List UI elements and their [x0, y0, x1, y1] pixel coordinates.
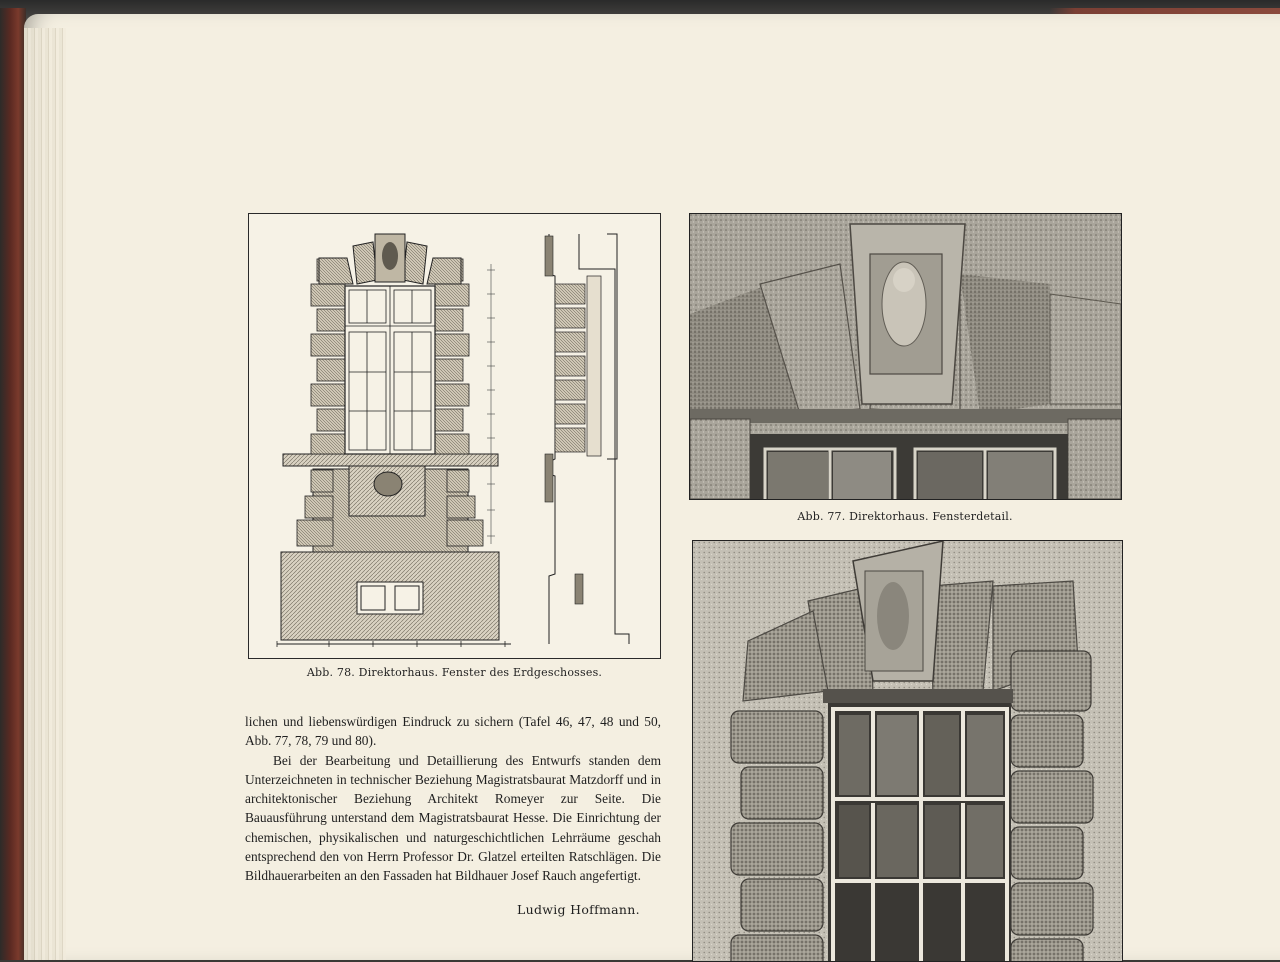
- book-spine: [0, 8, 26, 960]
- elevation-drawing-icon: [249, 214, 660, 658]
- author-signature: Ludwig Hoffmann.: [517, 902, 640, 917]
- paragraph-2: Bei der Bearbeitung und Detaillierung des Entwurfs standen dem Unterzeichneten in technischer Beziehung Magistratsbaurat Matzdorff und in architektonischer Beziehung Architekt Romeyer zur Seite. Die Bauausführung unterstand dem Magistratsbaurat Hesse. Die Einrichtung der chemischen, physikalischen und naturgeschichtlichen Lehrräume geschah entsprechend den von Herrn Professor Dr. Glatzel erteilten Ratschlägen. Die Bildhauerarbeiten an den Fassaden hat Bildhauer Josef Rauch angefertigt.: [245, 752, 661, 884]
- figure-77-photo: [689, 213, 1122, 500]
- window-keystone-photo-icon: [690, 214, 1121, 499]
- page-stack-edges: [24, 28, 66, 960]
- lower-window-photo: [692, 540, 1123, 962]
- window-surround-photo-icon: [693, 541, 1122, 961]
- body-text: [245, 712, 661, 886]
- figure-78-drawing: [248, 213, 661, 659]
- paragraph-1: lichen und liebenswürdigen Eindruck zu sichern (Tafel 46, 47, 48 und 50, Abb. 77, 78, 79 und 80).: [245, 714, 661, 749]
- figure-78-caption: Abb. 78. Direktorhaus. Fenster des Erdgeschosses.: [306, 666, 603, 679]
- figure-77-caption: Abb. 77. Direktorhaus. Fensterdetail.: [797, 510, 1013, 523]
